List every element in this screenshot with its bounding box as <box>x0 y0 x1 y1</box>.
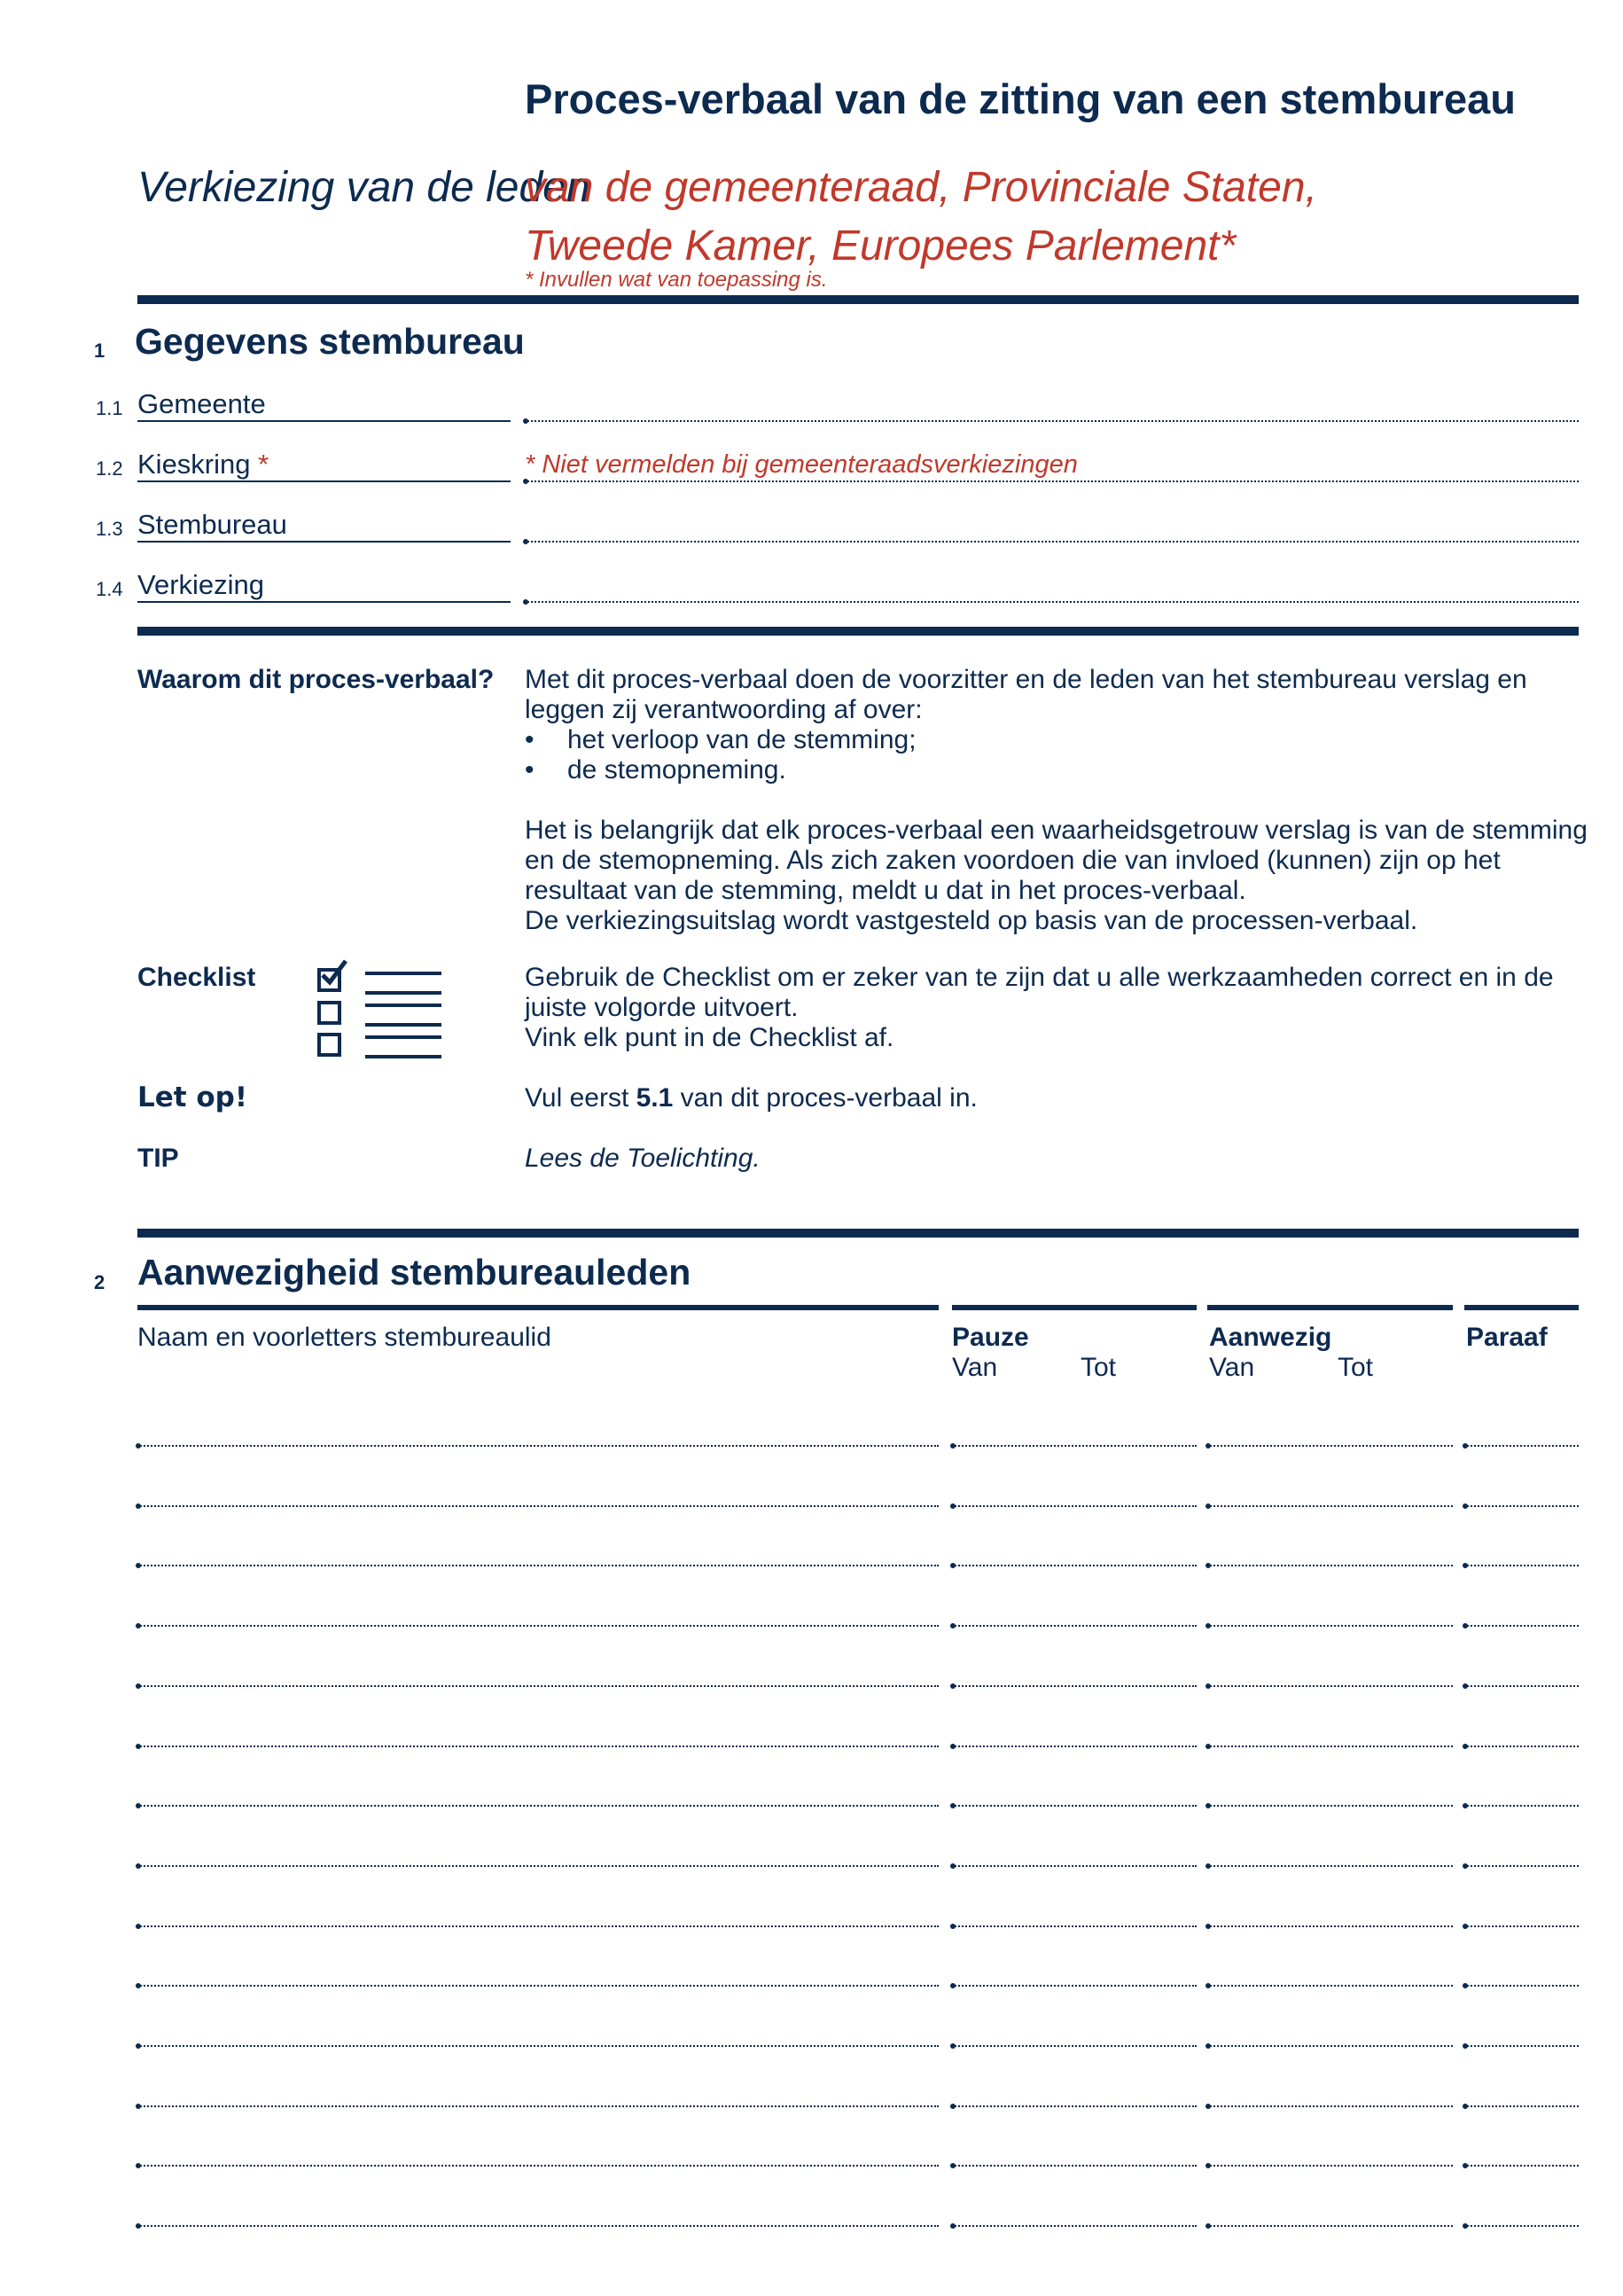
subtitle-footnote: * Invullen wat van toepassing is. <box>525 268 828 292</box>
aanwezig-input[interactable] <box>1207 1745 1453 1747</box>
col-header-aanwezig: Aanwezig <box>1209 1323 1332 1352</box>
aanwezig-input[interactable] <box>1207 1565 1453 1566</box>
col-rule-paraaf <box>1464 1305 1579 1310</box>
field-label-kieskring <box>137 449 269 480</box>
field-number: 1.2 <box>96 457 123 480</box>
verkiezing-input[interactable] <box>525 601 1579 603</box>
paraaf-input[interactable] <box>1464 1505 1579 1507</box>
checklist-text2: Vink elk punt in de Checklist af. <box>525 1023 894 1052</box>
field-number: 1.3 <box>96 518 123 540</box>
why-bullets <box>525 725 1588 785</box>
aanwezig-input[interactable] <box>1207 2105 1453 2107</box>
pauze-input[interactable] <box>952 1745 1197 1747</box>
aanwezig-input[interactable] <box>1207 1805 1453 1807</box>
pauze-input[interactable] <box>952 2165 1197 2167</box>
checklist-text1: Gebruik de Checklist om er zeker van te zijn dat u alle werkzaamheden correct en in de juiste volgorde uitvoert. <box>525 963 1554 1022</box>
pauze-input[interactable] <box>952 2045 1197 2047</box>
member-name-input[interactable] <box>137 1505 939 1507</box>
pauze-input[interactable] <box>952 1625 1197 1627</box>
checklist-icon <box>316 959 449 1057</box>
paraaf-input[interactable] <box>1464 1925 1579 1927</box>
member-name-input[interactable] <box>137 1925 939 1927</box>
letop-suffix: van dit proces-verbaal in. <box>673 1083 978 1113</box>
paraaf-input[interactable] <box>1464 2105 1579 2107</box>
pauze-van: Van <box>952 1353 998 1382</box>
pauze-tot: Tot <box>1081 1353 1117 1382</box>
why-text <box>525 665 1588 936</box>
member-name-input[interactable] <box>137 1745 939 1747</box>
paraaf-input[interactable] <box>1464 1685 1579 1687</box>
aanwezig-input[interactable] <box>1207 1865 1453 1867</box>
col-rule-aanwezig <box>1207 1305 1453 1310</box>
field-label-stembureau: Stembureau <box>137 509 287 540</box>
aanwezig-van: Van <box>1209 1353 1255 1382</box>
pauze-input[interactable] <box>952 1565 1197 1566</box>
field-number: 1.4 <box>96 578 123 600</box>
member-name-input[interactable] <box>137 2165 939 2167</box>
aanwezig-input[interactable] <box>1207 1985 1453 1987</box>
col-rule-pauze <box>952 1305 1197 1310</box>
col-header-paraaf: Paraaf <box>1466 1323 1548 1352</box>
section1-title: Gegevens stembureau <box>135 321 525 362</box>
aanwezig-tot: Tot <box>1338 1353 1374 1382</box>
paraaf-input[interactable] <box>1464 1805 1579 1807</box>
field-underline <box>137 541 511 543</box>
aanwezig-input[interactable] <box>1207 1445 1453 1447</box>
paraaf-input[interactable] <box>1464 1745 1579 1747</box>
pauze-input[interactable] <box>952 1805 1197 1807</box>
letop-label: Let op! <box>137 1082 248 1113</box>
tip-text: Lees de Toelichting. <box>525 1144 761 1173</box>
gemeente-input[interactable] <box>525 420 1579 422</box>
header-divider <box>137 295 1579 304</box>
kieskring-input[interactable] <box>525 480 1579 482</box>
pauze-input[interactable] <box>952 1505 1197 1507</box>
field-label-verkiezing: Verkiezing <box>137 569 265 600</box>
list-item: • de stemopneming. <box>567 755 1588 785</box>
pauze-input[interactable] <box>952 1445 1197 1447</box>
checklist-text <box>525 963 1588 1053</box>
section2-number: 2 <box>94 1271 105 1293</box>
letop-prefix: Vul eerst <box>525 1083 636 1113</box>
kieskring-label-text: Kieskring <box>137 449 251 480</box>
member-name-input[interactable] <box>137 2225 939 2227</box>
section1-divider <box>137 627 1579 636</box>
tip-label: TIP <box>137 1144 179 1173</box>
aanwezig-input[interactable] <box>1207 2225 1453 2227</box>
paraaf-input[interactable] <box>1464 1445 1579 1447</box>
why-paragraph: Het is belangrijk dat elk proces-verbaal een waarheidsgetrouw verslag is van de stemming en de stemopneming. Als zich zaken voordoen die van invloed (kunnen) zijn op het resultaat van de stemming, meldt u dat in het proces-verbaal. <box>525 816 1588 905</box>
paraaf-input[interactable] <box>1464 1565 1579 1566</box>
stembureau-input[interactable] <box>525 541 1579 543</box>
list-item: • het verloop van de stemming; <box>567 725 1588 755</box>
why-label: Waarom dit proces-verbaal? <box>137 665 495 694</box>
member-name-input[interactable] <box>137 2105 939 2107</box>
member-name-input[interactable] <box>137 1445 939 1447</box>
member-name-input[interactable] <box>137 1865 939 1867</box>
aanwezig-input[interactable] <box>1207 1505 1453 1507</box>
subtitle-options-line1: van de gemeenteraad, Provinciale Staten, <box>525 164 1317 211</box>
field-underline <box>137 601 511 603</box>
member-name-input[interactable] <box>137 1685 939 1687</box>
aanwezig-input[interactable] <box>1207 2045 1453 2047</box>
paraaf-input[interactable] <box>1464 1865 1579 1867</box>
letop-text <box>525 1083 978 1113</box>
info-divider <box>137 1229 1579 1238</box>
member-name-input[interactable] <box>137 1625 939 1627</box>
col-header-name: Naam en voorletters stembureaulid <box>137 1323 551 1352</box>
field-label-gemeente: Gemeente <box>137 388 266 419</box>
aanwezig-input[interactable] <box>1207 2165 1453 2167</box>
checklist-label: Checklist <box>137 963 256 992</box>
section2-title: Aanwezigheid stembureauleden <box>137 1252 691 1292</box>
pauze-input[interactable] <box>952 1685 1197 1687</box>
paraaf-input[interactable] <box>1464 1625 1579 1627</box>
section1-number: 1 <box>94 340 105 362</box>
kieskring-hint: * Niet vermelden bij gemeenteraadsverkiezingen <box>525 450 1078 479</box>
member-name-input[interactable] <box>137 1985 939 1987</box>
page-title: Proces-verbaal van de zitting van een stembureau <box>525 75 1516 122</box>
paraaf-input[interactable] <box>1464 2045 1579 2047</box>
col-rule-name <box>137 1305 939 1310</box>
paraaf-input[interactable] <box>1464 1985 1579 1987</box>
pauze-input[interactable] <box>952 2225 1197 2227</box>
pauze-input[interactable] <box>952 1865 1197 1867</box>
field-underline <box>137 480 511 482</box>
aanwezig-input[interactable] <box>1207 1925 1453 1927</box>
pauze-input[interactable] <box>952 2105 1197 2107</box>
pauze-input[interactable] <box>952 1985 1197 1987</box>
subtitle-prefix: Verkiezing van de leden <box>137 164 590 211</box>
required-star: * <box>250 449 269 480</box>
subtitle-options-line2: Tweede Kamer, Europees Parlement* <box>525 223 1237 269</box>
paraaf-input[interactable] <box>1464 2165 1579 2167</box>
paraaf-input[interactable] <box>1464 2225 1579 2227</box>
aanwezig-input[interactable] <box>1207 1685 1453 1687</box>
member-name-input[interactable] <box>137 1805 939 1807</box>
field-number: 1.1 <box>96 397 123 419</box>
why-intro: Met dit proces-verbaal doen de voorzitter en de leden van het stembureau verslag en leggen zij verantwoording af over: <box>525 665 1527 724</box>
field-underline <box>137 420 511 422</box>
member-name-input[interactable] <box>137 1565 939 1566</box>
pauze-input[interactable] <box>952 1925 1197 1927</box>
col-header-pauze: Pauze <box>952 1323 1029 1352</box>
member-name-input[interactable] <box>137 2045 939 2047</box>
letop-section-ref: 5.1 <box>636 1083 674 1113</box>
why-paragraph2: De verkiezingsuitslag wordt vastgesteld op basis van de processen-verbaal. <box>525 906 1418 935</box>
aanwezig-input[interactable] <box>1207 1625 1453 1627</box>
